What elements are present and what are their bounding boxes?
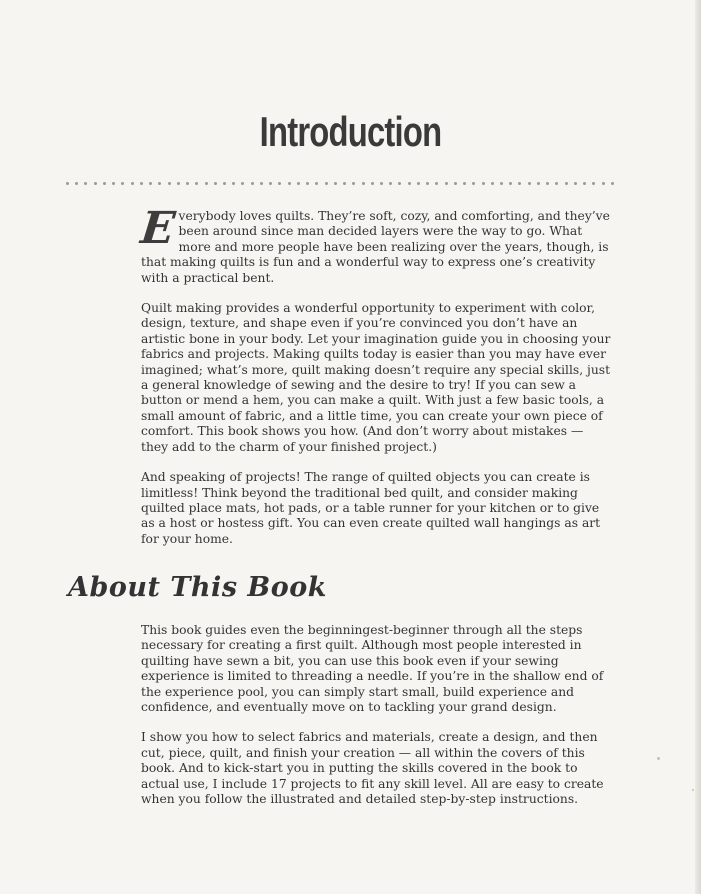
divider-dot bbox=[66, 182, 69, 185]
intro-paragraph-1 bbox=[138, 203, 613, 286]
divider-dot bbox=[602, 182, 605, 185]
divider-dot bbox=[518, 182, 521, 185]
divider-dot bbox=[546, 182, 549, 185]
divider-dot bbox=[232, 182, 235, 185]
divider-dot bbox=[140, 182, 143, 185]
divider-dot bbox=[445, 182, 448, 185]
divider-dot bbox=[583, 182, 586, 185]
intro-paragraph-1-text: verybody loves quilts. They’re soft, cozy, and comforting, and they’ve been around since man decided layers were the way to go. What more and more people have been realizing over the years, though, is that making quilts is fun and a wonderful way to express one’s creativity with a practical bent. bbox=[141, 209, 610, 285]
chapter-title: Introduction bbox=[259, 108, 442, 155]
divider-dot bbox=[426, 182, 429, 185]
divider-dot bbox=[177, 182, 180, 185]
divider-dot bbox=[352, 182, 355, 185]
divider-dot bbox=[500, 182, 503, 185]
divider-dot bbox=[472, 182, 475, 185]
divider-dot bbox=[435, 182, 438, 185]
divider-dot bbox=[408, 182, 411, 185]
divider-dot bbox=[158, 182, 161, 185]
divider-dot bbox=[186, 182, 189, 185]
divider-dot bbox=[528, 182, 531, 185]
paper-speck bbox=[657, 757, 660, 760]
intro-section bbox=[138, 203, 613, 547]
divider-dot bbox=[380, 182, 383, 185]
paper-speck bbox=[692, 789, 694, 791]
drop-cap: E bbox=[138, 203, 178, 254]
divider-dot bbox=[509, 182, 512, 185]
divider-dot bbox=[362, 182, 365, 185]
divider-dot bbox=[84, 182, 87, 185]
section-heading-about: About This Book bbox=[68, 572, 327, 603]
divider-dot bbox=[131, 182, 134, 185]
divider-dot bbox=[398, 182, 401, 185]
divider-dot bbox=[168, 182, 171, 185]
divider-dot bbox=[574, 182, 577, 185]
divider-dot bbox=[297, 182, 300, 185]
divider-dot bbox=[491, 182, 494, 185]
intro-paragraph-2: Quilt making provides a wonderful opportunity to experiment with color, design, texture, and shape even if you’re convinced you don’t have an artistic bone in your body. Let your imagination guide you in choosing your fabrics and projects. Making quilts today is easier than you may have ever imagined; what’s more, quilt making doesn’t require any special skills, just a general knowledge of sewing and the desire to try! If you can sew a button or mend a hem, you can make a quilt. With just a few basic tools, a small amount of fabric, and a little time, you can create your own piece of comfort. This book shows you how. (And don’t worry about mistakes — they add to the charm of your finished project.) bbox=[141, 301, 611, 454]
divider-dot bbox=[565, 182, 568, 185]
divider-dot bbox=[454, 182, 457, 185]
about-section bbox=[141, 623, 613, 807]
divider-dot bbox=[112, 182, 115, 185]
divider-dot bbox=[306, 182, 309, 185]
about-paragraph-2: I show you how to select fabrics and materials, create a design, and then cut, piece, quilt, and finish your creation — all within the covers of this book. And to kick-start you in putting the skills covered in the book to actual use, I include 17 projects to fit any skill level. All are easy to create when you follow the illustrated and detailed step-by-step instructions. bbox=[141, 730, 604, 807]
divider-dot bbox=[555, 182, 558, 185]
divider-dot bbox=[463, 182, 466, 185]
divider-dot bbox=[334, 182, 337, 185]
divider-dot bbox=[325, 182, 328, 185]
divider-dot bbox=[223, 182, 226, 185]
divider-dot bbox=[241, 182, 244, 185]
dotted-divider bbox=[66, 180, 614, 186]
divider-dot bbox=[75, 182, 78, 185]
divider-dot bbox=[103, 182, 106, 185]
divider-dot bbox=[417, 182, 420, 185]
divider-dot bbox=[94, 182, 97, 185]
intro-paragraph-3: And speaking of projects! The range of quilted objects you can create is limitless! Think beyond the traditional bed quilt, and consider making quilted place mats, hot pads, or a table runner for your kitchen or to give as a host or hostess gift. You can even create quilted wall hangings as art for your home. bbox=[141, 470, 601, 546]
divider-dot bbox=[482, 182, 485, 185]
divider-dot bbox=[278, 182, 281, 185]
divider-dot bbox=[288, 182, 291, 185]
divider-dot bbox=[611, 182, 614, 185]
divider-dot bbox=[592, 182, 595, 185]
page-edge-shadow bbox=[695, 0, 701, 894]
divider-dot bbox=[343, 182, 346, 185]
divider-dot bbox=[251, 182, 254, 185]
divider-dot bbox=[389, 182, 392, 185]
divider-dot bbox=[195, 182, 198, 185]
divider-dot bbox=[205, 182, 208, 185]
divider-dot bbox=[537, 182, 540, 185]
divider-dot bbox=[269, 182, 272, 185]
divider-dot bbox=[260, 182, 263, 185]
divider-dot bbox=[149, 182, 152, 185]
divider-dot bbox=[371, 182, 374, 185]
divider-dot bbox=[214, 182, 217, 185]
about-paragraph-1: This book guides even the beginningest-beginner through all the steps necessary for creating a first quilt. Although most people interested in quilting have sewn a bit, you can use this book even if your sewing experience is limited to threading a needle. If you’re in the shallow end of the experience pool, you can simply start small, build experience and confidence, and eventually move on to tackling your grand design. bbox=[141, 623, 604, 715]
divider-dot bbox=[315, 182, 318, 185]
divider-dot bbox=[121, 182, 124, 185]
